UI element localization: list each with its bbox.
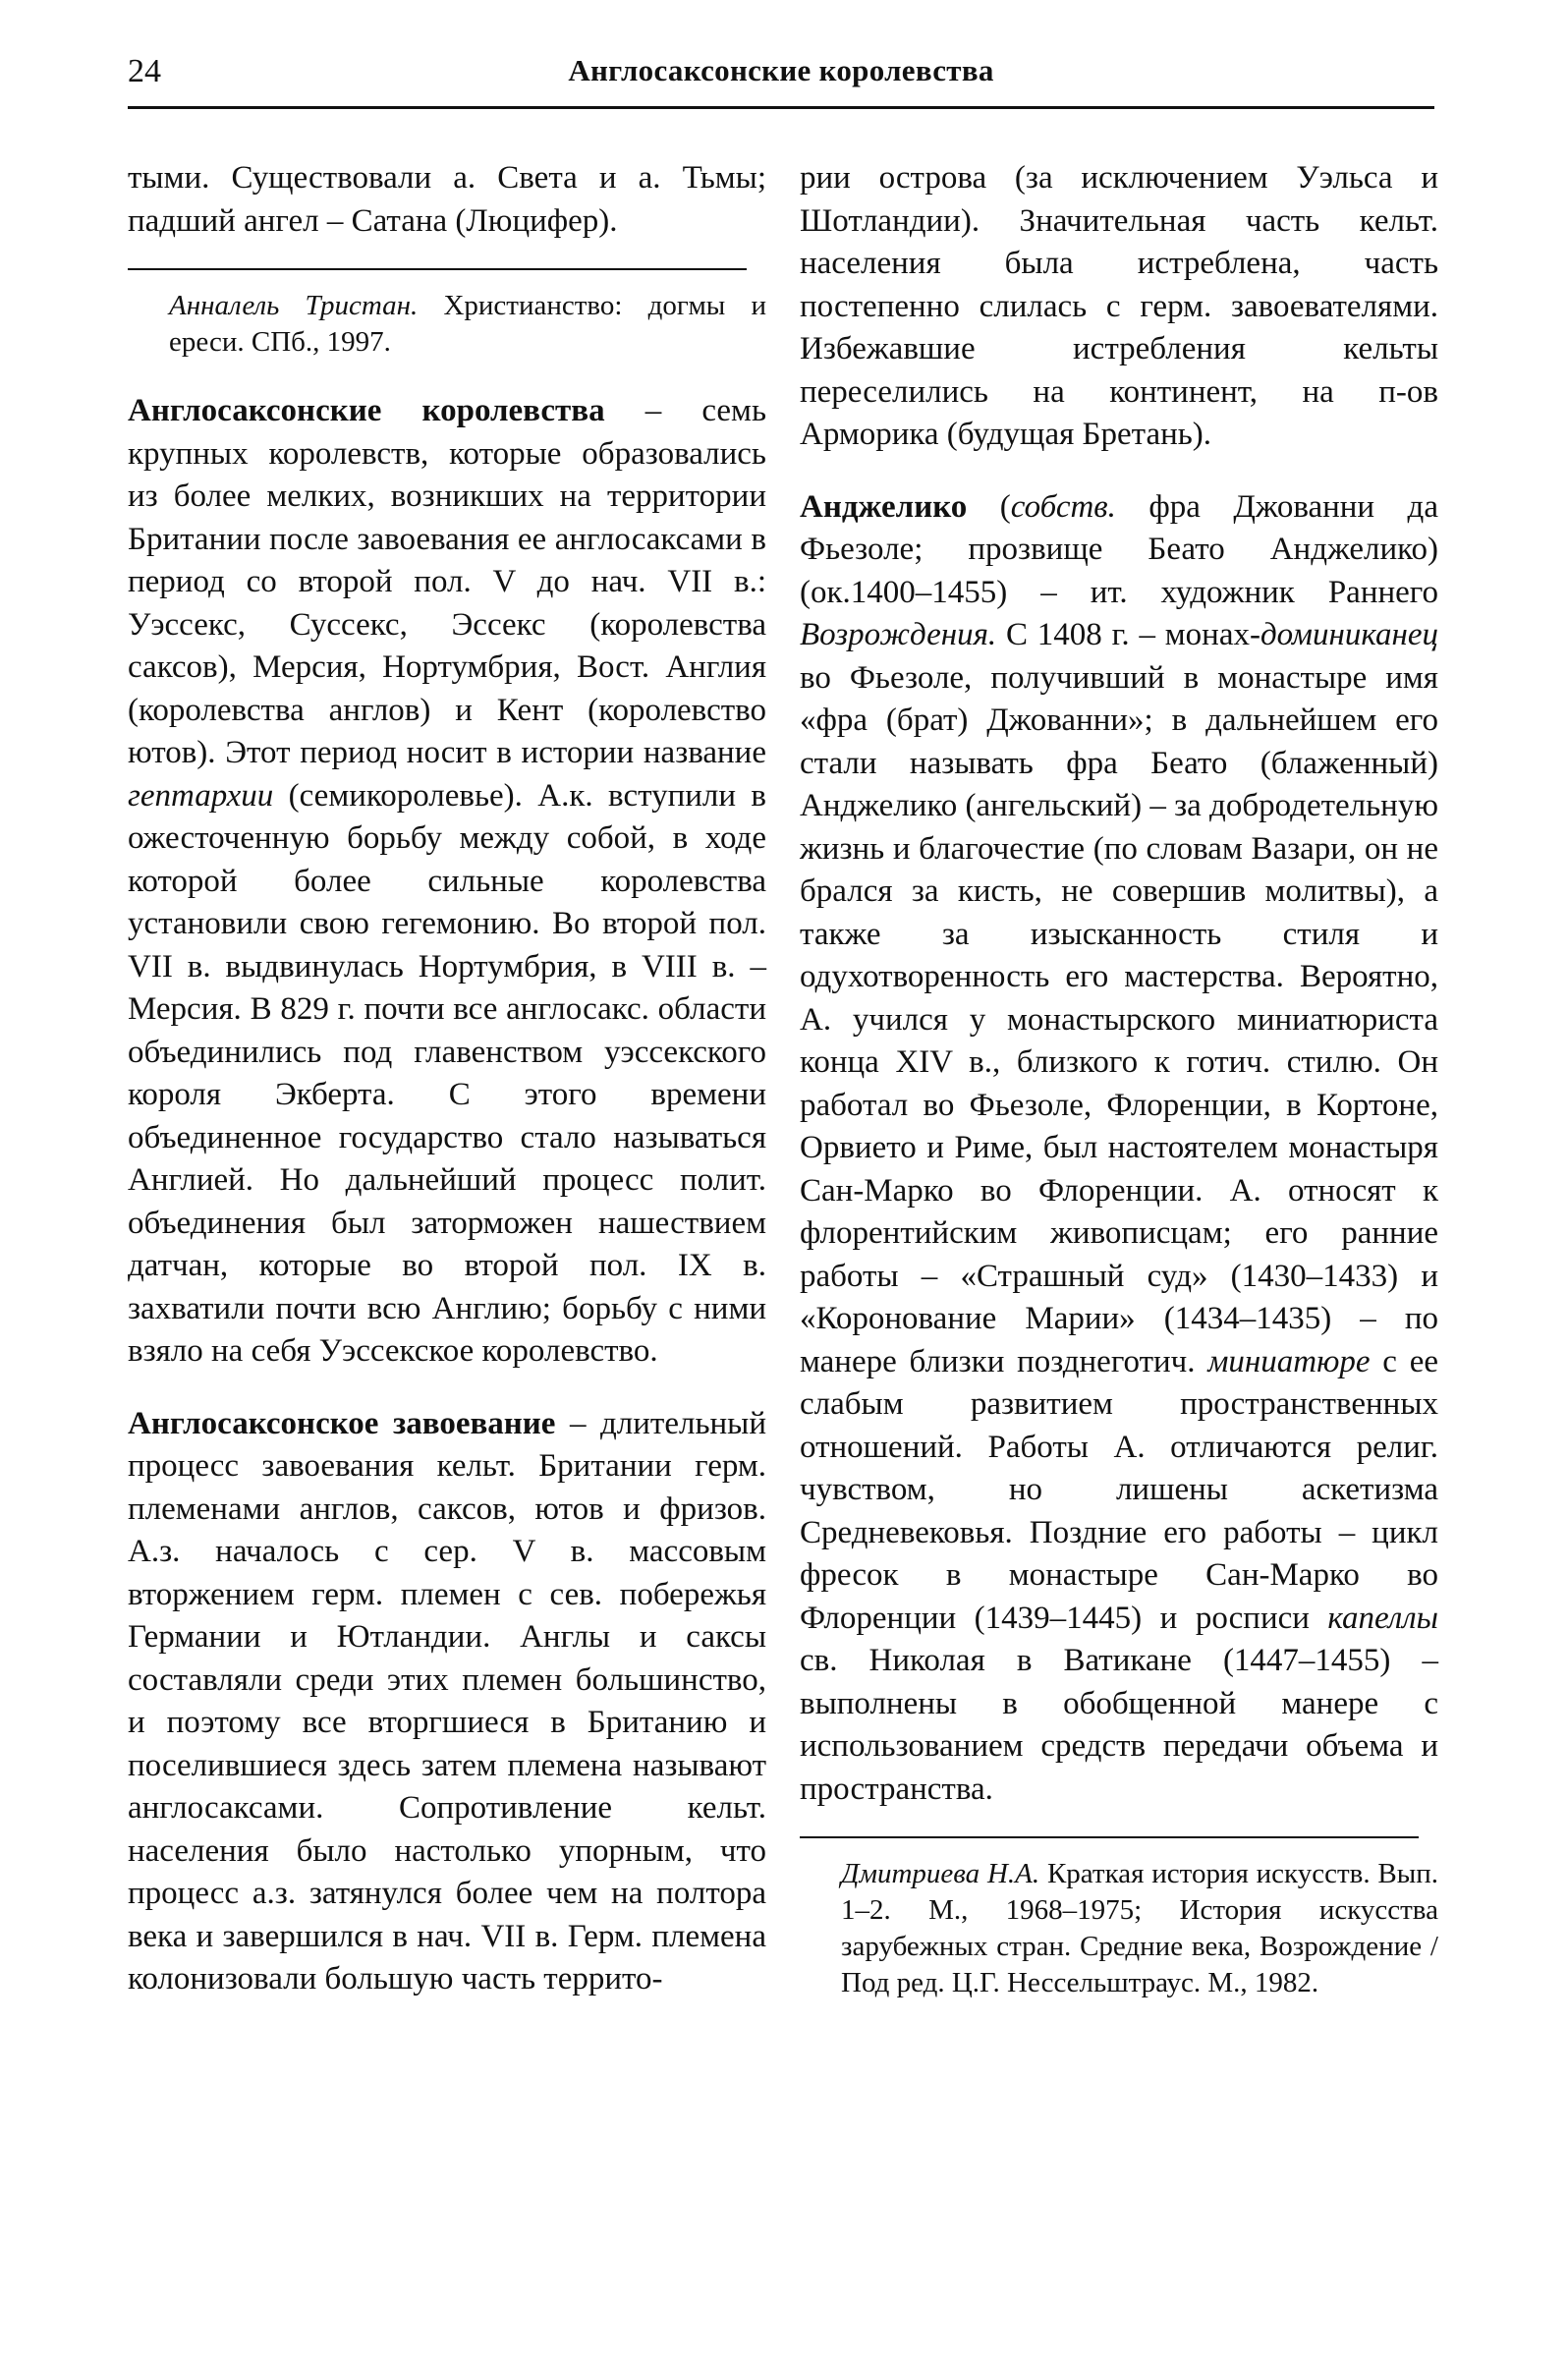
entry-term: Анджелико	[800, 488, 968, 525]
reference-author: Дмитриева Н.А.	[841, 1858, 1040, 1889]
continued-text: тыми. Существовали а. Света и а. Тьмы; падший ангел – Сатана (Люцифер).	[128, 160, 766, 239]
reference-author: Анналель Тристан.	[169, 290, 419, 321]
page-header	[128, 51, 1434, 109]
reference: Дмитриева Н.А. Краткая история искусств. Вып. 1–2. М., 1968–1975; История искусства зарубежных стран. Средние века, Возрождение / Под ред. Ц.Г. Нессельштраус. М., 1982.	[841, 1858, 1438, 1998]
reference-divider	[128, 268, 747, 270]
entry-term: Англосаксонское завоевание	[128, 1405, 556, 1441]
entry-angelico: Анджелико (собств. фра Джованни да Фьезоле; прозвище Беато Анджелико) (ок.1400–1455) – ит. художник Раннего Возрождения. С 1408 г. – монах-доминиканец во Фьезоле, получивший в монастыре имя «фра (брат) Джованни»; в дальнейшем его стали называть фра Беато (блаженный) Анджелико (ангельский) – за добродетельную жизнь и благочестие (по словам Вазари, он не брался за кисть, не совершив молитвы), а также за изысканность стиля и одухотворенность его мастерства. Вероятно, А. учился у монастырского миниатюриста конца XIV в., близкого к готич. стилю. Он работал во Фьезоле, Флоренции, в Кортоне, Орвието и Риме, был настоятелем монастыря Сан-Марко во Флоренции. А. относят к флорентийским живописцам; его ранние работы – «Страшный суд» (1430–1433) и «Коронование Марии» (1434–1435) – по манере близки позднеготич. миниатюре с ее слабым развитием пространственных отношений. Работы А. отличаются религ. чувством, но лишены аскетизма Средневековья. Поздние его работы – цикл фресок в монастыре Сан-Марко во Флоренции (1439–1445) и росписи капеллы св. Николая в Ватикане (1447–1455) – выполнены в обобщенной манере с использованием средств передачи объема и пространства.	[800, 488, 1438, 1807]
entry-anglo-saxon-conquest: Англосаксонское завоевание – длительный процесс завоевания кельт. Британии герм. племенами англов, саксов, ютов и фризов. А.з. началось с сер. V в. массовым вторжением герм. племен с сев. побережья Германии и Ютландии. Англы и саксы составляли среди этих племен большинство, и поэтому все вторгшиеся в Британию и поселившиеся здесь затем племена называют англосаксами. Сопротивление кельт. населения было настолько упорным, что процесс а.з. затянулся более чем на полтора века и завершился в нач. VII в. Герм. племена колонизовали большую часть террито-	[128, 1405, 766, 1996]
left-column	[128, 157, 766, 2031]
reference: Анналель Тристан. Христианство: догмы и ереси. СПб., 1997.	[169, 290, 767, 358]
reference-divider	[800, 1836, 1419, 1838]
entry-anglo-saxon-kingdoms: Англосаксонские королевства – семь крупных королевств, которые образовались из более мелких, возникших на территории Британии после завоевания ее англосаксами в период со второй пол. V до нач. VII в.: Уэссекс, Суссекс, Эссекс (королевства саксов), Мерсия, Нортумбрия, Вост. Англия (королевства англов) и Кент (королевство ютов). Этот период носит в истории название гептархии (семикоролевье). А.к. вступили в ожесточенную борьбу между собой, в ходе которой более сильные королевства установили свою гегемонию. Во второй пол. VII в. выдвинулась Нортумбрия, в VIII в. – Мерсия. В 829 г. почти все англосакс. области объединились под главенством уэссекского короля Экберта. С этого времени объединенное государство стало называться Англией. Но дальнейший процесс полит. объединения был заторможен нашествием датчан, которые во второй пол. IX в. захватили почти всю Англию; борьбу с ними взяло на себя Уэссекское королевство.	[128, 393, 766, 1369]
entry-term: Англосаксонские королевства	[128, 393, 605, 428]
right-column	[800, 157, 1438, 2031]
continued-text: рии острова (за исключением Уэльса и Шотландии). Значительная часть кельт. населения была истреблена, часть постепенно слилась с герм. завоевателями. Избежавшие истребления кельты переселились на континент, на п-ов Арморика (будущая Бретань).	[800, 160, 1438, 452]
running-title: Англосаксонские королевства	[568, 53, 994, 87]
page-number: 24	[128, 53, 161, 89]
